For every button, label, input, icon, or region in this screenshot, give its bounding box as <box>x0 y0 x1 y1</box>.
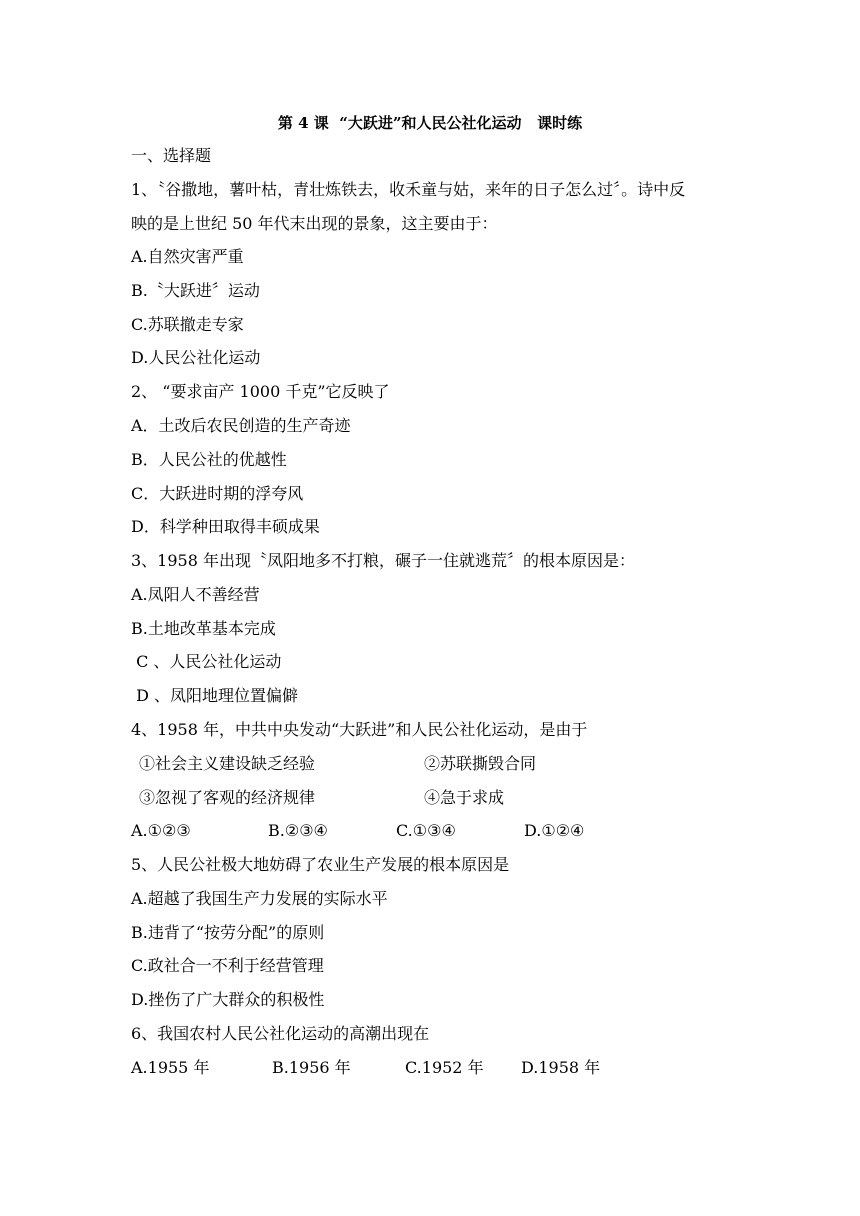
q4-statement-1: ①社会主义建设缺乏经验 <box>139 754 316 773</box>
q4-statement-3: ③忽视了客观的经济规律 <box>139 788 316 807</box>
q2-option-c: C．大跃进时期的浮夸风 <box>131 484 304 503</box>
q1-stem-line1: 1、〝谷撒地，薯叶枯，青壮炼铁去，收禾童与姑，来年的日子怎么过〞。诗中反 <box>131 180 686 199</box>
q6-option-b: B.1956 年 <box>272 1058 351 1077</box>
q4-option-c: C.①③④ <box>396 821 456 840</box>
q3-stem: 3、1958 年出现〝凤阳地多不打粮，碾子一住就逃荒〞的根本原因是： <box>131 551 635 570</box>
q2-option-d: D．科学种田取得丰硕成果 <box>131 517 320 536</box>
q3-option-a: A.凤阳人不善经营 <box>131 585 260 604</box>
q2-stem: 2、 “要求亩产 1000 千克”它反映了 <box>131 382 390 401</box>
q4-option-b: B.②③④ <box>268 821 328 840</box>
section-heading: 一、选择题 <box>131 146 212 165</box>
q5-option-a: A.超越了我国生产力发展的实际水平 <box>131 889 388 908</box>
q1-option-c: C.苏联撤走专家 <box>131 315 244 334</box>
q5-option-b: B.违背了“按劳分配”的原则 <box>131 923 325 942</box>
q3-option-b: B.土地改革基本完成 <box>131 619 276 638</box>
q1-option-d: D.人民公社化运动 <box>131 348 261 367</box>
q1-stem-line2: 映的是上世纪 50 年代末出现的景象，这主要由于： <box>131 214 498 233</box>
q3-option-d: D 、凤阳地理位置偏僻 <box>131 686 299 705</box>
q3-option-c: C 、人民公社化运动 <box>131 652 282 671</box>
q4-option-a: A.①②③ <box>131 821 191 840</box>
q2-option-b: B．人民公社的优越性 <box>131 450 287 469</box>
q6-option-d: D.1958 年 <box>521 1058 601 1077</box>
q4-option-d: D.①②④ <box>524 821 585 840</box>
q4-statement-4: ④急于求成 <box>424 788 505 807</box>
q6-option-a: A.1955 年 <box>131 1058 210 1077</box>
q6-stem: 6、我国农村人民公社化运动的高潮出现在 <box>131 1024 430 1043</box>
q4-statement-2: ②苏联撕毁合同 <box>424 754 537 773</box>
q5-option-c: C.政社合一不利于经营管理 <box>131 956 324 975</box>
q2-option-a: A．土改后农民创造的生产奇迹 <box>131 416 351 435</box>
q1-option-a: A.自然灾害严重 <box>131 247 244 266</box>
q5-stem: 5、人民公社极大地妨碍了农业生产发展的根本原因是 <box>131 855 510 874</box>
q1-option-b: B.〝大跃进〞运动 <box>131 281 260 300</box>
document-title: 第 4 课 “大跃进”和人民公社化运动 课时练 <box>277 114 583 132</box>
q5-option-d: D.挫伤了广大群众的积极性 <box>131 990 325 1009</box>
q6-option-c: C.1952 年 <box>405 1058 484 1077</box>
q4-stem: 4、1958 年，中共中央发动“大跃进”和人民公社化运动，是由于 <box>131 720 588 739</box>
